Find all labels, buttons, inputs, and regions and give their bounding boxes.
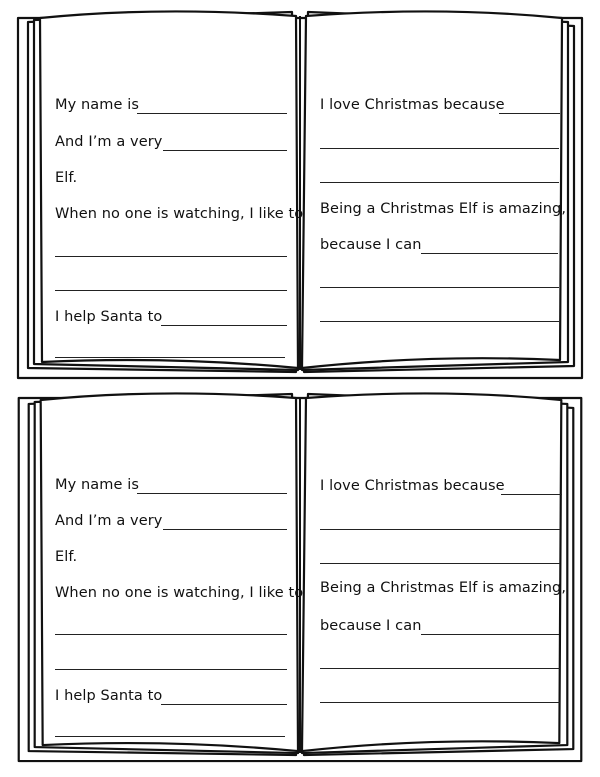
love-prompt: I love Christmas because xyxy=(320,97,505,113)
because-blank-1[interactable] xyxy=(421,634,559,635)
because-prompt: because I can xyxy=(320,237,422,253)
book-worksheet-1 xyxy=(0,0,600,388)
adjective-blank[interactable] xyxy=(163,529,287,530)
very-prompt: And I’m a very xyxy=(55,513,163,529)
amazing-prompt: Being a Christmas Elf is amazing, xyxy=(320,580,567,596)
love-blank-1[interactable] xyxy=(501,494,562,495)
because-prompt: because I can xyxy=(320,618,422,634)
help-prompt: I help Santa to xyxy=(55,309,163,325)
love-blank-3[interactable] xyxy=(320,182,559,183)
help-blank-2[interactable] xyxy=(55,357,285,358)
watching-blank-2[interactable] xyxy=(55,669,287,670)
help-blank-2[interactable] xyxy=(55,736,285,737)
name-prompt: My name is xyxy=(55,97,140,113)
watching-prompt: When no one is watching, I like to xyxy=(55,585,304,601)
adjective-blank[interactable] xyxy=(163,150,287,151)
because-blank-3[interactable] xyxy=(320,321,559,322)
open-book-illustration xyxy=(0,0,600,388)
very-prompt: And I’m a very xyxy=(55,134,163,150)
elf-word: Elf. xyxy=(55,170,78,186)
because-blank-2[interactable] xyxy=(320,668,560,669)
elf-word: Elf. xyxy=(55,549,78,565)
watching-prompt: When no one is watching, I like to xyxy=(55,206,304,222)
love-blank-2[interactable] xyxy=(320,529,560,530)
help-blank-1[interactable] xyxy=(161,704,287,705)
watching-blank-2[interactable] xyxy=(55,290,287,291)
watching-blank-1[interactable] xyxy=(55,256,287,257)
love-blank-1[interactable] xyxy=(499,113,560,114)
love-blank-3[interactable] xyxy=(320,563,560,564)
love-prompt: I love Christmas because xyxy=(320,478,505,494)
love-blank-2[interactable] xyxy=(320,148,559,149)
help-blank-1[interactable] xyxy=(161,325,287,326)
name-blank[interactable] xyxy=(137,113,287,114)
name-prompt: My name is xyxy=(55,477,140,493)
because-blank-1[interactable] xyxy=(421,253,558,254)
help-prompt: I help Santa to xyxy=(55,688,163,704)
book-worksheet-2 xyxy=(0,390,600,777)
because-blank-3[interactable] xyxy=(320,702,560,703)
amazing-prompt: Being a Christmas Elf is amazing, xyxy=(320,201,567,217)
because-blank-2[interactable] xyxy=(320,287,559,288)
watching-blank-1[interactable] xyxy=(55,634,287,635)
name-blank[interactable] xyxy=(137,493,287,494)
